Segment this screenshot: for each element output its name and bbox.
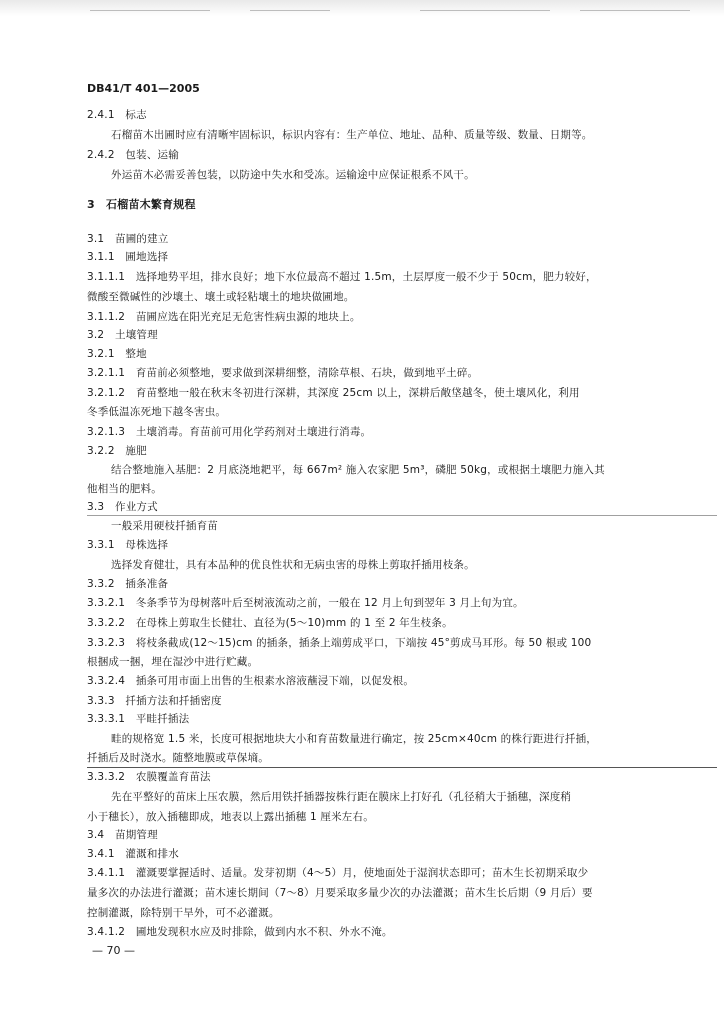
section-heading: 3.3.3.2 农膜覆盖育苗法 <box>87 771 211 783</box>
section-heading: 3.3.2 插条准备 <box>87 578 169 590</box>
section-heading: 3.3.1 母株选择 <box>87 539 169 551</box>
body-text: 畦的规格宽 1.5 米，长度可根据地块大小和育苗数量进行确定，按 25cm×40cm 的株行距进行扦插， <box>111 733 597 745</box>
body-text: 3.3.2.3 将枝条截成(12～15)cm 的插条，插条上端剪成平口，下端按 45°剪成马耳形。每 50 根或 100 <box>87 637 592 649</box>
chapter-heading: 3 石榴苗木繁育规程 <box>87 198 196 211</box>
section-heading: 3.4.1 灌溉和排水 <box>87 848 179 860</box>
body-text: 他相当的肥料。 <box>87 483 162 495</box>
section-heading: 2.4.2 包装、运输 <box>87 149 179 161</box>
section-heading: 3.1 苗圃的建立 <box>87 233 169 245</box>
standard-code-header: DB41/T 401—2005 <box>87 82 200 95</box>
body-text: 一般采用硬枝扦插育苗 <box>111 520 218 532</box>
section-heading: 3.2.2 施肥 <box>87 445 147 457</box>
body-text: 外运苗木必需妥善包装，以防途中失水和受冻。运输途中应保证根系不风干。 <box>111 169 475 181</box>
body-text: 石榴苗木出圃时应有清晰牢固标识，标识内容有：生产单位、地址、品种、质量等级、数量、日期等。 <box>111 129 593 141</box>
body-text: 3.1.1.2 苗圃应选在阳光充足无危害性病虫源的地块上。 <box>87 311 361 323</box>
section-heading: 3.3.3 扦插方法和扦插密度 <box>87 695 222 707</box>
body-text: 3.3.2.4 插条可用市面上出售的生根素水溶液蘸浸下端，以促发根。 <box>87 675 415 687</box>
body-text: 3.3.2.1 冬条季节为母树落叶后至树液流动之前，一般在 12 月上旬到翌年 3 月上旬为宜。 <box>87 597 524 609</box>
page-number: — 70 — <box>92 944 135 957</box>
body-text: 微酸至微碱性的沙壤土、壤土或轻粘壤土的地块做圃地。 <box>87 291 355 303</box>
scan-artifact <box>580 10 690 11</box>
body-text: 3.1.1.1 选择地势平坦，排水良好；地下水位最高不超过 1.5m，土层厚度一般不少于 50cm，肥力较好， <box>87 271 597 283</box>
body-text: 选择发育健壮，具有本品种的优良性状和无病虫害的母株上剪取扦插用枝条。 <box>111 559 475 571</box>
body-text: 3.2.1.2 育苗整地一般在秋末冬初进行深耕，其深度 25cm 以上，深耕后敞垡越冬，使土壤风化，利用 <box>87 387 580 399</box>
body-text: 3.3.2.2 在母株上剪取生长健壮、直径为(5～10)mm 的 1 至 2 年生枝条。 <box>87 617 453 629</box>
section-heading: 3.3 作业方式 <box>87 501 158 513</box>
scan-artifact <box>90 10 210 11</box>
body-text: 3.4.1.2 圃地发现积水应及时排除，做到内水不积、外水不淹。 <box>87 926 393 938</box>
body-text: 3.2.1.1 育苗前必须整地，要求做到深耕细整，清除草根、石块，做到地平土碎。 <box>87 367 479 379</box>
body-text: 冬季低温冻死地下越冬害虫。 <box>87 406 227 418</box>
section-heading: 3.2 土壤管理 <box>87 329 158 341</box>
scan-edge-shadow <box>0 0 724 16</box>
body-text: 小于穗长），放入插穗即成，地表以上露出插穗 1 厘米左右。 <box>87 811 374 823</box>
body-text: 3.2.1.3 土壤消毒。育苗前可用化学药剂对土壤进行消毒。 <box>87 426 372 438</box>
body-text: 量多次的办法进行灌溉；苗木速长期间（7～8）月要采取多量少次的办法灌溉；苗木生长后期（9 月后）要 <box>87 887 593 899</box>
scan-fold-line <box>87 515 717 516</box>
scan-artifact <box>420 10 550 11</box>
section-heading: 3.1.1 圃地选择 <box>87 251 169 263</box>
section-heading: 3.3.3.1 平畦扦插法 <box>87 713 190 725</box>
body-text: 先在平整好的苗床上压农膜，然后用铁扦插器按株行距在膜床上打好孔（孔径稍大于插穗，深度稍 <box>111 791 572 803</box>
body-text: 控制灌溉，除特别干旱外，可不必灌溉。 <box>87 907 280 919</box>
section-heading: 3.2.1 整地 <box>87 348 147 360</box>
body-text: 结合整地施入基肥：2 月底浇地耙平，每 667m² 施入农家肥 5m³，磷肥 50kg，或根据土壤肥力施入其 <box>111 464 605 476</box>
section-heading: 3.4 苗期管理 <box>87 829 158 841</box>
scan-fold-line <box>87 767 717 768</box>
body-text: 扦插后及时浇水。随整地膜或草保墒。 <box>87 752 269 764</box>
body-text: 3.4.1.1 灌溉要掌握适时、适量。发芽初期（4～5）月，使地面处于湿润状态即可；苗木生长初期采取少 <box>87 867 589 879</box>
body-text: 根捆成一捆，埋在湿沙中进行贮藏。 <box>87 656 259 668</box>
section-heading: 2.4.1 标志 <box>87 109 147 121</box>
scan-artifact <box>250 10 330 11</box>
